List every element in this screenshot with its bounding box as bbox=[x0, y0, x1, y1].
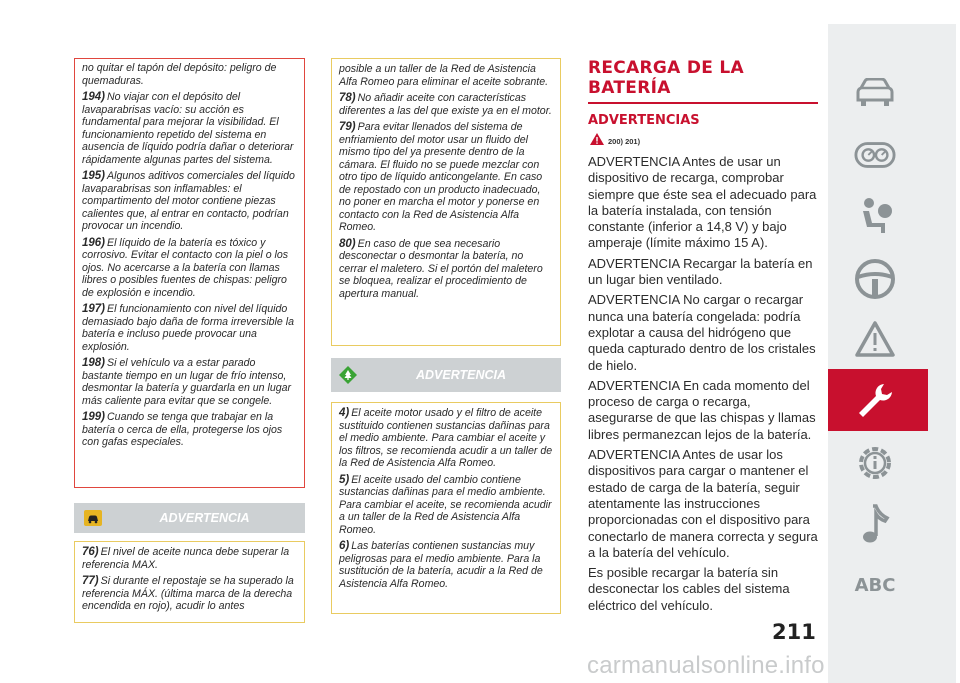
note-text: Si durante el repostaje se ha superado la referencia MÁX. (última marca de la derecha encendida en rojo), acudir lo antes bbox=[82, 575, 294, 612]
warning-note bbox=[82, 546, 297, 571]
note-number: 80) bbox=[339, 237, 356, 250]
warning-note bbox=[339, 238, 553, 301]
note-number: 198) bbox=[82, 357, 106, 369]
note-text: El aceite usado del cambio contiene sustancias dañinas para el medio ambiente. Para cambiar el aceite, se recomienda acudir a un taller de la Red de Asistencia Alfa Romeo. bbox=[339, 473, 552, 536]
paragraph: ADVERTENCIA Recargar la batería en un lugar bien ventilado. bbox=[588, 255, 813, 288]
abc-label: ABC bbox=[854, 574, 896, 596]
note-text: Cuando se tenga que trabajar en la batería o cerca de ella, protegerse los ojos con gafas especiales. bbox=[82, 411, 283, 448]
chapter-sidebar bbox=[828, 24, 956, 683]
watermark: carmanualsonline.info bbox=[587, 652, 825, 679]
note-number: 78) bbox=[339, 92, 356, 104]
paragraph: ADVERTENCIA Antes de usar los dispositivos para cargar o mantener el estado de carga de la batería, seguir atentamente las instrucciones proporcionadas con el dispositivo para conectarlo de manera correcta y segura a la batería del vehículo. bbox=[588, 447, 818, 560]
warning-notes-box-continued bbox=[331, 58, 561, 346]
note-number: 197) bbox=[82, 303, 106, 315]
environment-note bbox=[339, 407, 553, 470]
danger-intro: no quitar el tapón del depósito: peligro de quemaduras. bbox=[82, 62, 277, 87]
environment-note bbox=[339, 474, 553, 537]
warning-notes-box bbox=[74, 541, 305, 623]
environment-notes-box bbox=[331, 402, 561, 614]
note-number: 6) bbox=[339, 540, 350, 552]
dashboard-icon[interactable] bbox=[854, 134, 896, 176]
danger-note bbox=[82, 170, 297, 233]
gear-info-icon[interactable] bbox=[854, 442, 896, 484]
body-text bbox=[588, 154, 818, 614]
wrench-icon[interactable] bbox=[854, 380, 896, 422]
note-text: Para evitar llenados del sistema de enfriamiento del motor usar un fluido del mismo tipo del ya presente dentro de la cámara. El fluido no se puede mezclar con otro tipo de líquido anticongelante. En caso de repostado con un producto inadecuado, no poner en marcha el motor y ponerse en contacto con la Red de Asistencia Alfa Romeo. bbox=[339, 121, 543, 233]
abc-index-icon[interactable] bbox=[850, 564, 900, 606]
note-number: 196) bbox=[82, 236, 106, 249]
danger-note bbox=[82, 303, 297, 353]
music-note-icon[interactable] bbox=[854, 504, 896, 546]
reference-numbers: 200) 201) bbox=[608, 136, 641, 146]
warning-triangle-icon bbox=[590, 132, 604, 150]
note-text: Si el vehículo va a estar parado bastante tiempo en un lugar de frío intenso, desmontar la batería y guardarla en un lugar más caliente para evitar que se congele. bbox=[82, 357, 292, 407]
note-text: El líquido de la batería es tóxico y corrosivo. Evitar el contacto con la piel o los ojos. No acercarse a la batería con llamas libres o posibles fuentes de chispas: peligro de explosión e incendio. bbox=[82, 236, 289, 299]
subsection-title: ADVERTENCIAS bbox=[588, 113, 700, 128]
warning-banner bbox=[74, 503, 305, 533]
danger-note bbox=[82, 357, 297, 407]
column-right bbox=[588, 58, 818, 618]
note-number: 5) bbox=[339, 473, 350, 486]
note-text: No viajar con el depósito del lavaparabrisas vacío: su acción es fundamental para mejorar la visibilidad. El funcionamiento repetido del sistema en ausencia de líquido podría dañar o deteriorar rápidamente algunas partes del sistema. bbox=[82, 91, 294, 166]
note-text: El funcionamiento con nivel del líquido demasiado bajo daña de forma irreversible la batería e incluso puede provocar una explosión. bbox=[82, 303, 294, 353]
note-number: 199) bbox=[82, 411, 106, 423]
steering-wheel-icon[interactable] bbox=[854, 258, 896, 300]
environment-banner bbox=[331, 358, 561, 392]
note-text: Las baterías contienen sustancias muy peligrosas para el medio ambiente. Para la sustitución de la batería, acudir a la Red de Asistencia Alfa Romeo. bbox=[339, 540, 543, 590]
note-text: No añadir aceite con características diferentes a las del que existe ya en el motor. bbox=[339, 92, 552, 117]
warning-note bbox=[339, 92, 553, 117]
note-number: 79) bbox=[339, 121, 356, 133]
warning-triangle-icon[interactable] bbox=[854, 318, 896, 360]
note-number: 77) bbox=[82, 575, 99, 587]
warning-note bbox=[82, 575, 297, 613]
paragraph: ADVERTENCIA No cargar o recargar nunca una batería congelada: podría explotar a causa del hidrógeno que queda capturado dentro de los cristales de hielo. bbox=[588, 292, 816, 373]
car-icon[interactable] bbox=[854, 72, 896, 114]
note-number: 76) bbox=[82, 546, 99, 558]
note-text: En caso de que sea necesario desconectar o desmontar la batería, no cerrar el maletero. Si el portón del maletero se bloquea, realizar el procedimiento de apertura manual. bbox=[339, 237, 543, 300]
page-number: 211 bbox=[772, 620, 816, 644]
environment-note bbox=[339, 540, 553, 590]
warning-intro: posible a un taller de la Red de Asistencia Alfa Romeo para eliminar el aceite sobrante. bbox=[339, 63, 549, 88]
note-number: 194) bbox=[82, 91, 106, 103]
danger-notes-box bbox=[74, 58, 305, 488]
note-text: El aceite motor usado y el filtro de aceite sustituido contienen sustancias dañinas para el medio ambiente. Para cambiar el aceite y los filtros, se recomienda acudir a un taller de la Red de Asistencia Alfa Romeo. bbox=[339, 407, 553, 469]
danger-note bbox=[82, 237, 297, 300]
note-number: 195) bbox=[82, 170, 106, 182]
paragraph: Es posible recargar la batería sin desconectar los cables del sistema eléctrico del vehículo. bbox=[588, 565, 790, 613]
paragraph: ADVERTENCIA En cada momento del proceso de carga o recarga, asegurarse de que las chispas y llamas libres permanezcan lejos de la batería. bbox=[588, 377, 816, 442]
note-text: Algunos aditivos comerciales del líquido lavaparabrisas son inflamables: el compartimento del motor contiene piezas calientes que, al entrar en contacto, podrían provocar un incendio. bbox=[82, 170, 295, 232]
paragraph: ADVERTENCIA Antes de usar un dispositivo de recarga, comprobar siempre que éste sea el adecuado para la batería instalada, con tensión constante (inferior a 14,8 V) y bajo amperaje (límite máximo 15 A). bbox=[588, 154, 817, 251]
banner-title: ADVERTENCIA bbox=[415, 368, 507, 382]
column-middle bbox=[331, 58, 561, 614]
section-title: RECARGA DE LA BATERÍA bbox=[588, 58, 818, 104]
banner-title: ADVERTENCIA bbox=[159, 511, 250, 525]
note-number: 4) bbox=[339, 407, 350, 419]
seat-airbag-icon[interactable] bbox=[854, 196, 896, 238]
warning-references bbox=[590, 132, 818, 150]
column-left bbox=[74, 58, 305, 623]
note-text: El nivel de aceite nunca debe superar la referencia MAX. bbox=[82, 546, 290, 571]
danger-note bbox=[82, 411, 297, 449]
warning-note bbox=[339, 121, 553, 234]
danger-note bbox=[82, 91, 297, 166]
